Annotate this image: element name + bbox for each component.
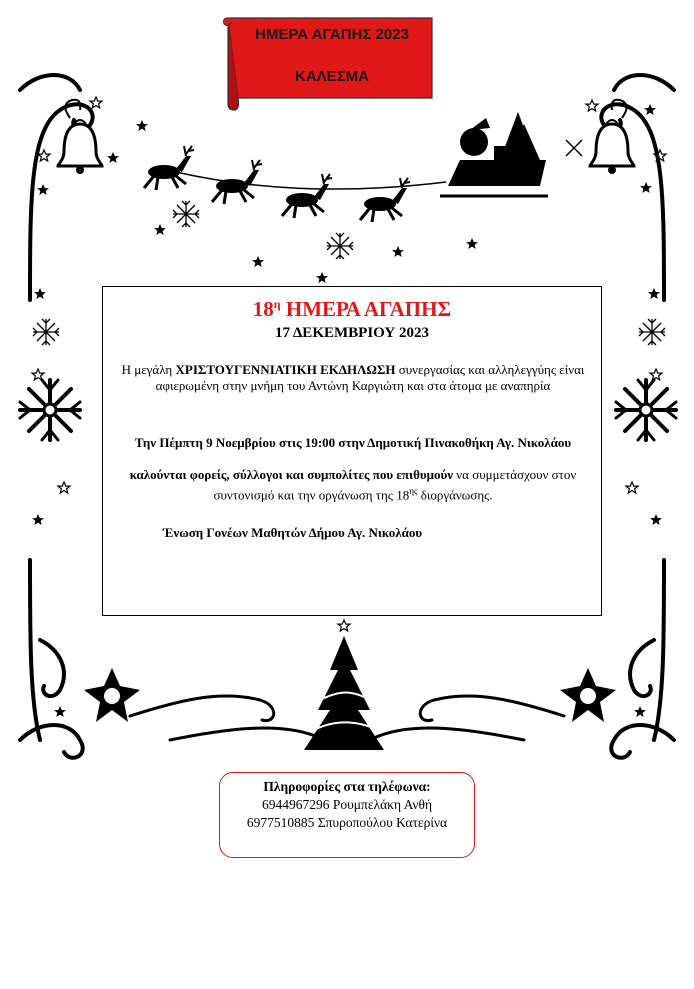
intro-paragraph: Η μεγάλη ΧΡΙΣΤΟΥΓΕΝΝΙΑΤΙΚΗ ΕΚΔΗΛΩΣΗ συνεργασίας και αλληλεγγύης είναι αφιερωμένη στην μνήμη του Αντώνη Καργιώτη και στα άτομα με αναπηρία (121, 362, 585, 393)
corner-swirl-top-left (20, 75, 93, 300)
contact-line-2: 6977510885 Σπυροπούλου Κατερίνα (246, 815, 448, 830)
event-date: 17 ΔΕΚΕΜΒΡΙΟΥ 2023 (274, 325, 430, 341)
reindeer-sleigh-icon (144, 112, 548, 222)
corner-swirl-bottom-left (20, 560, 83, 758)
banner-title: ΗΜΕΡΑ ΑΓΑΠΗΣ 2023 (255, 26, 409, 43)
contact-heading: Πληροφορίες στα τηλέφωνα: (263, 779, 431, 794)
contact-line-1: 6944967296 Ρουμπελάκη Ανθή (261, 797, 433, 812)
invitation-box (102, 286, 602, 616)
banner-subtitle: ΚΑΛΕΣΜΑ (294, 68, 369, 85)
christmas-tree-icon (304, 620, 384, 750)
organizer-signature: Ένωση Γονέων Μαθητών Δήμου Αγ. Νικολάου (163, 525, 423, 540)
contact-box (219, 772, 475, 858)
corner-swirl-bottom-right (611, 560, 674, 758)
invitation-call: καλούνται φορείς, σύλλογοι και συμπολίτες που επιθυμούν να συμμετάσχουν στον συντονισμό και την οργάνωση της $18^{\eta\varsigma}$ διοργάνωσης. (129, 467, 577, 503)
meeting-details: Την Πέμπτη 9 Νοεμβρίου στις 19:00 στην Δημοτική Πινακοθήκη Αγ. Νικολάου (134, 435, 572, 450)
invitation-title: $18^\eta$ ΗΜΕΡΑ ΑΓΑΠΗΣ (252, 297, 452, 321)
